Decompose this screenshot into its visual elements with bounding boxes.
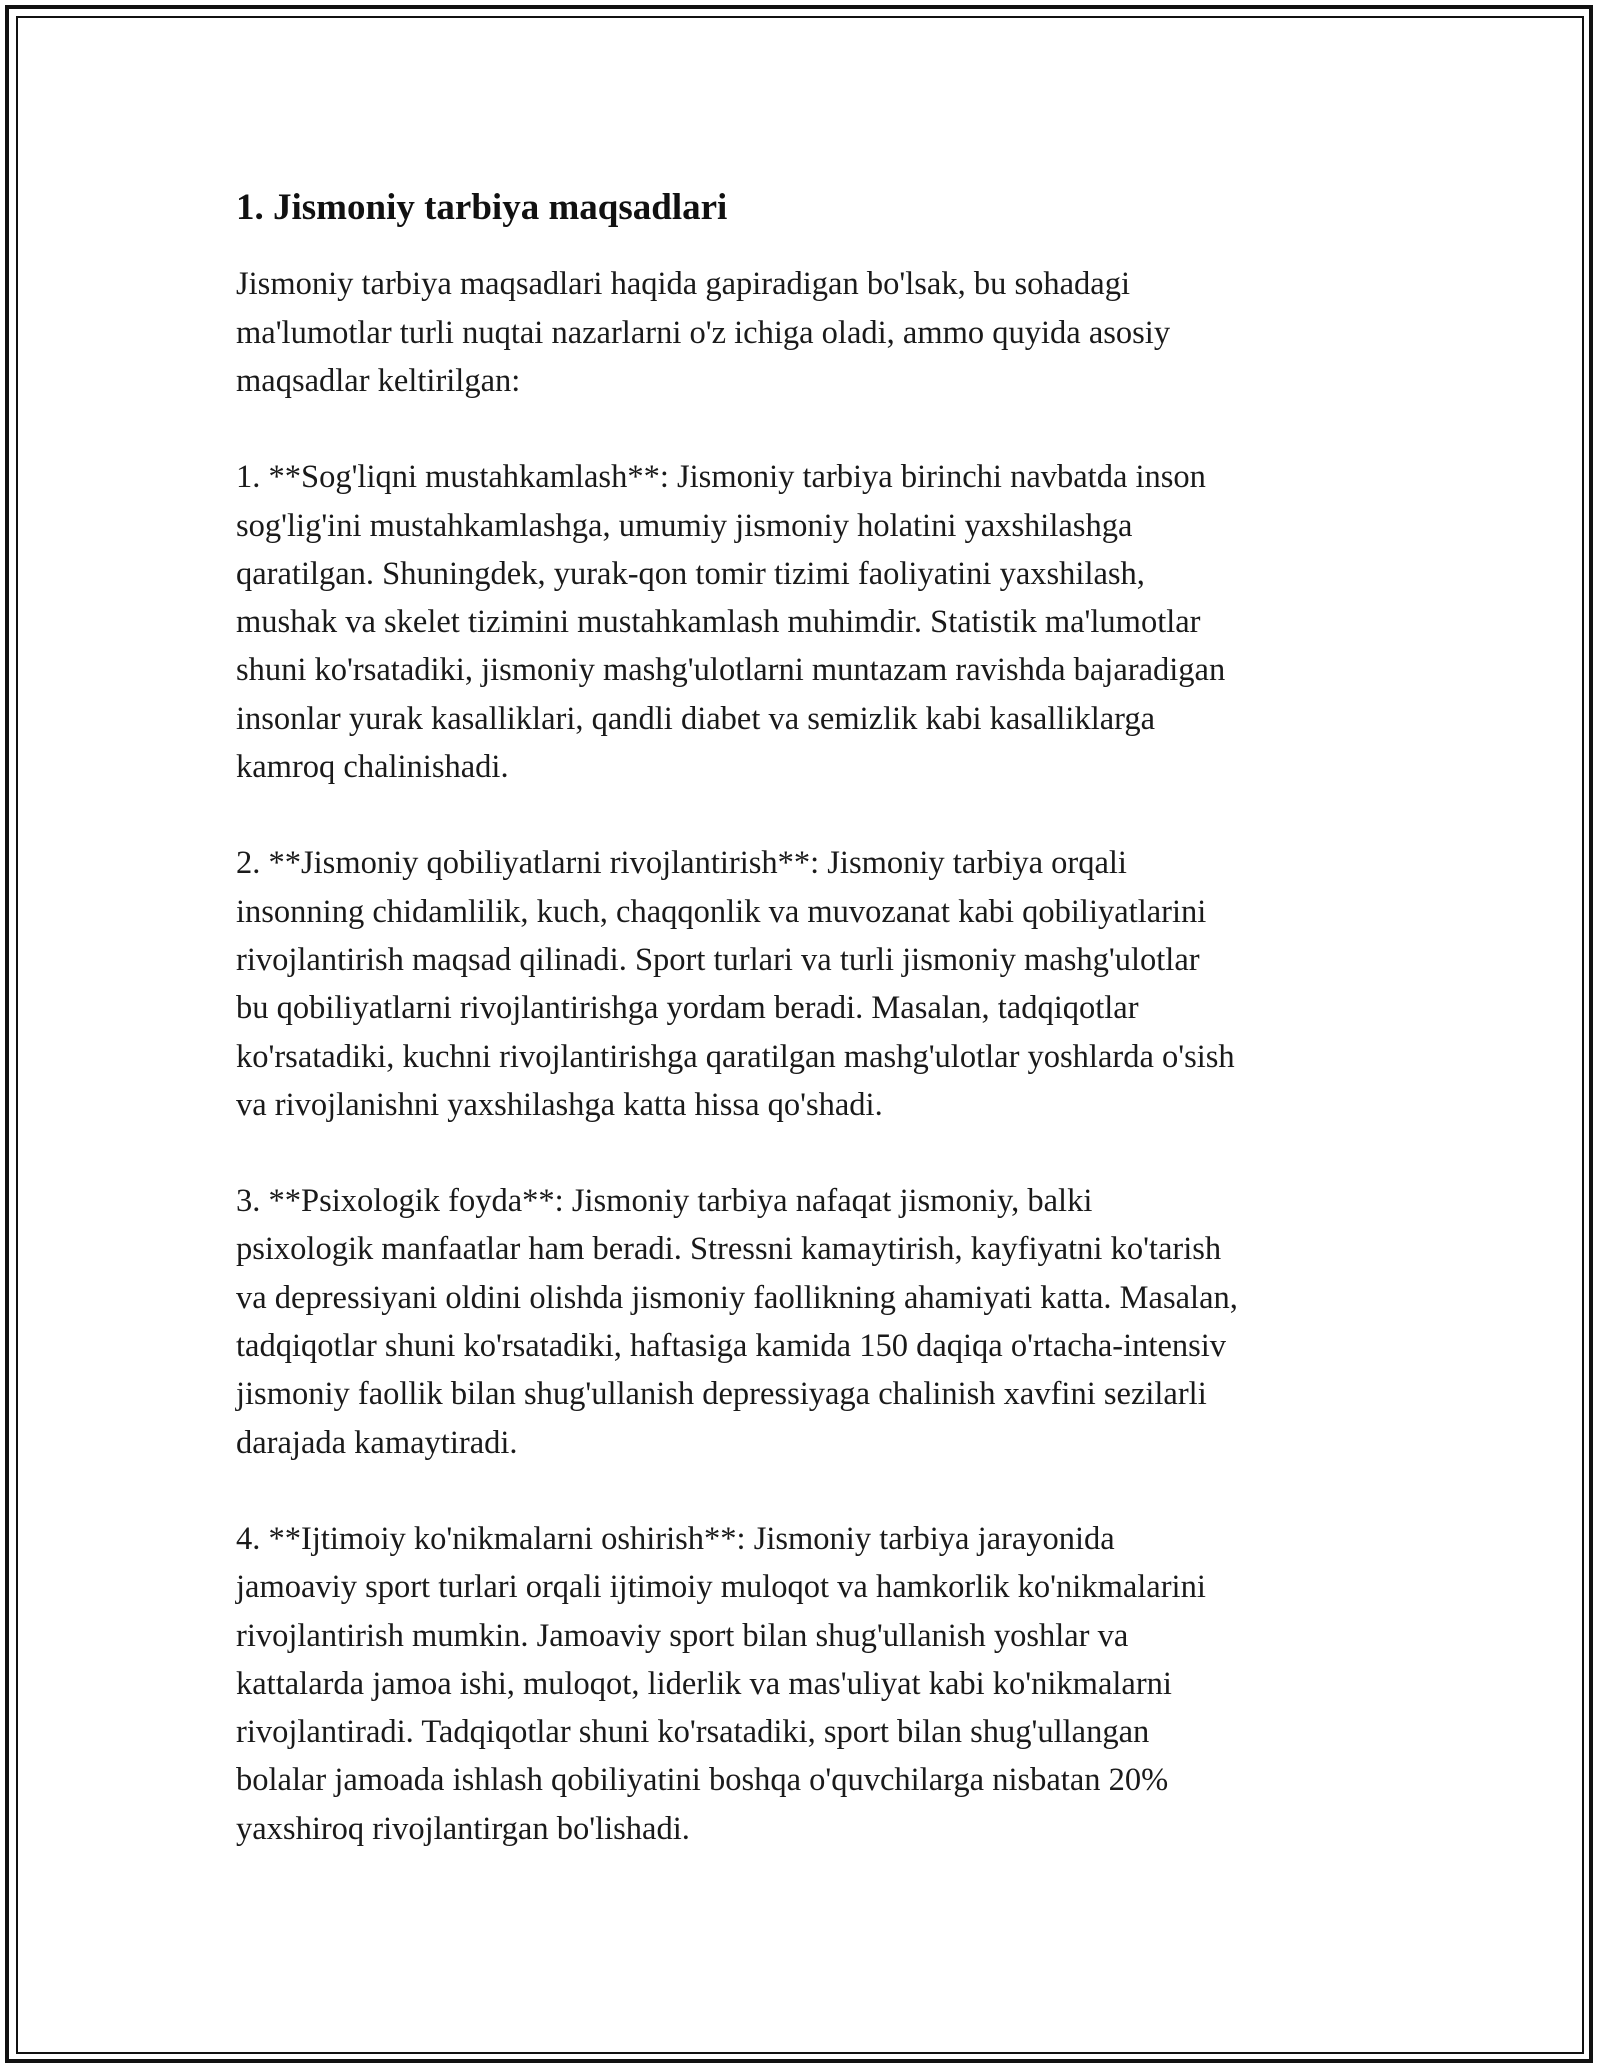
intro-paragraph: Jismoniy tarbiya maqsadlari haqida gapiradigan bo'lsak, bu sohadagi ma'lumotlar turli nuqtai nazarlarni o'z ichiga oladi, ammo quyida asosiy maqsadlar keltirilgan: [236,266,1171,399]
document-title: 1. Jismoniy tarbiya maqsadlari [236,187,728,228]
paragraph-physical-abilities: 2. **Jismoniy qobiliyatlarni rivojlantirish**: Jismoniy tarbiya orqali insonning chidamlilik, kuch, chaqqonlik va muvozanat kabi qobiliyatlarini rivojlantirish maqsad qilinadi. Sport turlari va turli jismoniy mashg'ulotlar bu qobiliyatlarni rivojlantirishga yordam beradi. Masalan, tadqiqotlar ko'rsatadiki, kuchni rivojlantirishga qaratilgan mashg'ulotlar yoshlarda o'sish va rivojlanishni yaxshilashga katta hissa qo'shadi. [236,845,1235,1123]
paragraph-psychological-benefit: 3. **Psixologik foyda**: Jismoniy tarbiya nafaqat jismoniy, balki psixologik manfaatlar ham beradi. Stressni kamaytirish, kayfiyatni ko'tarish va depressiyani oldini olishda jismoniy faollikning ahamiyati katta. Masalan, tadqiqotlar shuni ko'rsatadiki, haftasiga kamida 150 daqiqa o'rtacha-intensiv jismoniy faollik bilan shug'ullanish depressiyaga chalinish xavfini sezilarli darajada kamaytiradi. [236,1183,1238,1461]
paragraph-social-skills: 4. **Ijtimoiy ko'nikmalarni oshirish**: Jismoniy tarbiya jarayonida jamoaviy sport turlari orqali ijtimoiy muloqot va hamkorlik ko'nikmalarini rivojlantirish mumkin. Jamoaviy sport bilan shug'ullanish yoshlar va kattalarda jamoa ishi, muloqot, liderlik va mas'uliyat kabi ko'nikmalarni rivojlantiradi. Tadqiqotlar shuni ko'rsatadiki, sport bilan shug'ullangan bolalar jamoada ishlash qobiliyatini boshqa o'quvchilarga nisbatan 20% yaxshiroq rivojlantirgan bo'lishadi. [236,1520,1206,1847]
document-body [236,186,1376,1901]
paragraph-health: 1. **Sog'liqni mustahkamlash**: Jismoniy tarbiya birinchi navbatda inson sog'lig'ini mustahkamlashga, umumiy jismoniy holatini yaxshilashga qaratilgan. Shuningdek, yurak-qon tomir tizimi faoliyatini yaxshilash, mushak va skelet tizimini mustahkamlash muhimdir. Statistik ma'lumotlar shuni ko'rsatadiki, jismoniy mashg'ulotlarni muntazam ravishda bajaradigan insonlar yurak kasalliklari, qandli diabet va semizlik kabi kasalliklarga kamroq chalinishadi. [236,459,1226,786]
